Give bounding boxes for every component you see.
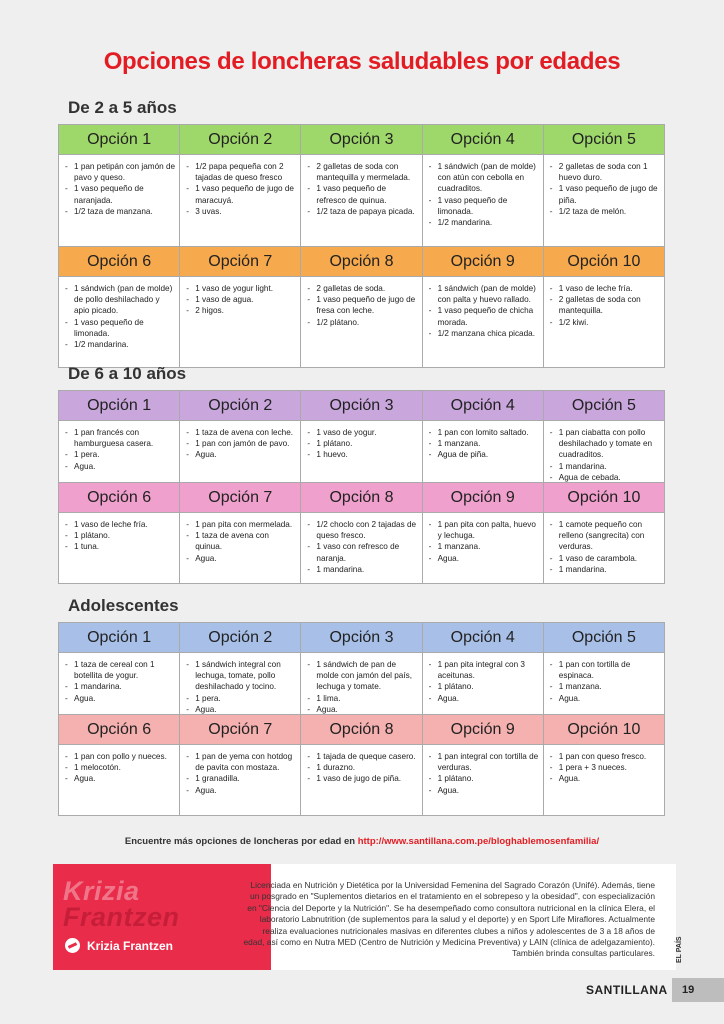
footnote-text: Encuentre más opciones de loncheras por edad en bbox=[124, 836, 358, 847]
option-item: - 1 plátano. bbox=[429, 681, 539, 692]
author-name: Krizia Frantzen bbox=[87, 938, 174, 953]
option-item-list bbox=[307, 283, 417, 328]
option-item: - 1 pan pita con palta, huevo y lechuga. bbox=[429, 519, 539, 541]
option-item: - Agua. bbox=[186, 704, 296, 714]
option-item: - 1/2 kiwi. bbox=[550, 317, 660, 328]
option-item: - 1 huevo. bbox=[307, 449, 417, 460]
option-body bbox=[423, 276, 544, 368]
option-item-list bbox=[65, 427, 175, 472]
option-item: - 1 vaso de yogur. bbox=[307, 427, 417, 438]
option-item: - 1 sándwich de pan de molde con jamón del país, lechuga y tomate. bbox=[307, 659, 417, 693]
footnote-link[interactable]: http://www.santillana.com.pe/bloghablemosenfamilia/ bbox=[357, 836, 600, 847]
option-header: Opción 4 bbox=[423, 622, 544, 652]
option-item-list bbox=[186, 519, 296, 564]
option-item: - 1 pan con tortilla de espinaca. bbox=[550, 659, 660, 681]
option-item-list bbox=[186, 161, 296, 217]
table-adolescentes bbox=[58, 622, 665, 816]
option-item: - 1 tuna. bbox=[65, 541, 175, 552]
option-item-list bbox=[307, 519, 417, 575]
option-body bbox=[301, 512, 422, 584]
option-item: - Agua. bbox=[429, 785, 539, 796]
option-item: - 1 mandarina. bbox=[550, 461, 660, 472]
option-header: Opción 9 bbox=[423, 714, 544, 744]
option-item-list bbox=[307, 659, 417, 714]
option-item: - 1 vaso de leche fría. bbox=[550, 283, 660, 294]
option-item: - 1/2 plátano. bbox=[307, 317, 417, 328]
option-item: - 1 vaso de carambola. bbox=[550, 553, 660, 564]
option-item: - 1 vaso pequeño de jugo de fresa con leche. bbox=[307, 294, 417, 316]
option-item: - 1 mandarina. bbox=[550, 564, 660, 575]
option-header: Opción 6 bbox=[59, 714, 180, 744]
option-item-list bbox=[429, 659, 539, 704]
option-item: - 1 melocotón. bbox=[65, 762, 175, 773]
option-item: - 1/2 choclo con 2 tajadas de queso fresco. bbox=[307, 519, 417, 541]
option-body bbox=[423, 154, 544, 246]
option-item-list bbox=[550, 161, 660, 217]
option-item: - 1 pan francés con hamburguesa casera. bbox=[65, 427, 175, 449]
option-header: Opción 4 bbox=[423, 390, 544, 420]
option-header: Opción 2 bbox=[180, 124, 301, 154]
option-item: - Agua. bbox=[65, 773, 175, 784]
option-item: - 1 pan con pollo y nueces. bbox=[65, 751, 175, 762]
option-body bbox=[180, 420, 301, 482]
option-item: - 1 plátano. bbox=[65, 530, 175, 541]
option-body bbox=[59, 744, 180, 816]
option-header: Opción 5 bbox=[544, 622, 665, 652]
option-item: - 1 vaso pequeño de chicha morada. bbox=[429, 305, 539, 327]
option-body bbox=[59, 652, 180, 714]
option-item: - Agua. bbox=[429, 693, 539, 704]
option-item: - 1 granadilla. bbox=[186, 773, 296, 784]
option-item: - 1 pera. bbox=[186, 693, 296, 704]
option-item-list bbox=[550, 283, 660, 328]
option-item-list bbox=[65, 519, 175, 553]
option-body bbox=[544, 276, 665, 368]
option-item: - 1/2 taza de manzana. bbox=[65, 206, 175, 217]
option-item: - Agua de cebada. bbox=[550, 472, 660, 482]
option-item: - 1 pan de yema con hotdog de pavita con mostaza. bbox=[186, 751, 296, 773]
option-item-list bbox=[65, 283, 175, 350]
option-item-list bbox=[65, 659, 175, 704]
section-title-6-10: De 6 a 10 años bbox=[68, 364, 187, 383]
option-item: - Agua. bbox=[550, 693, 660, 704]
option-item: - 1 vaso pequeño de limonada. bbox=[65, 317, 175, 339]
option-header: Opción 7 bbox=[180, 246, 301, 276]
option-item: - 3 uvas. bbox=[186, 206, 296, 217]
option-item: - 1 pan con queso fresco. bbox=[550, 751, 660, 762]
option-item: - 1 vaso de yogur light. bbox=[186, 283, 296, 294]
option-item: - 1 camote pequeño con relleno (sangrecita) con verduras. bbox=[550, 519, 660, 553]
option-header: Opción 10 bbox=[544, 714, 665, 744]
option-header: Opción 1 bbox=[59, 390, 180, 420]
option-item: - 1 pan petipán con jamón de pavo y queso. bbox=[65, 161, 175, 183]
option-header: Opción 5 bbox=[544, 390, 665, 420]
option-item-list bbox=[186, 751, 296, 796]
option-body bbox=[180, 512, 301, 584]
option-header: Opción 9 bbox=[423, 246, 544, 276]
option-item: - 1/2 taza de melón. bbox=[550, 206, 660, 217]
option-item: - 2 higos. bbox=[186, 305, 296, 316]
option-item: - 1 taza de avena con leche. bbox=[186, 427, 296, 438]
author-watermark-first: Krizia bbox=[63, 876, 140, 906]
option-item: - 1 manzana. bbox=[550, 681, 660, 692]
table-6-10 bbox=[58, 390, 665, 584]
option-item: - 1 mandarina. bbox=[307, 564, 417, 575]
option-header: Opción 3 bbox=[301, 390, 422, 420]
option-item-list bbox=[550, 751, 660, 785]
option-body bbox=[180, 744, 301, 816]
option-item: - 1 vaso pequeño de limonada. bbox=[429, 195, 539, 217]
option-item: - 2 galletas de soda con mantequilla. bbox=[550, 294, 660, 316]
option-item-list bbox=[429, 161, 539, 228]
page-number: 19 bbox=[672, 978, 724, 1002]
option-item: - 1/2 manzana chica picada. bbox=[429, 328, 539, 339]
option-header: Opción 6 bbox=[59, 246, 180, 276]
option-item-list bbox=[186, 659, 296, 714]
option-header: Opción 1 bbox=[59, 124, 180, 154]
option-header: Opción 9 bbox=[423, 482, 544, 512]
option-item: - 1 taza de avena con quinua. bbox=[186, 530, 296, 552]
option-item-list bbox=[65, 751, 175, 785]
option-item: - 1 vaso pequeño de jugo de piña. bbox=[550, 183, 660, 205]
option-body bbox=[59, 154, 180, 246]
option-item: - Agua. bbox=[186, 449, 296, 460]
option-header: Opción 7 bbox=[180, 482, 301, 512]
option-header: Opción 10 bbox=[544, 246, 665, 276]
option-body bbox=[180, 154, 301, 246]
option-header: Opción 1 bbox=[59, 622, 180, 652]
option-item: - 2 galletas de soda. bbox=[307, 283, 417, 294]
option-item-list bbox=[429, 519, 539, 564]
option-item: - 1 sándwich (pan de molde) con atún con cebolla en cuadraditos. bbox=[429, 161, 539, 195]
option-body bbox=[423, 420, 544, 482]
option-item: - 1/2 mandarina. bbox=[429, 217, 539, 228]
option-item: - 1 tajada de queque casero. bbox=[307, 751, 417, 762]
option-body bbox=[180, 652, 301, 714]
option-item: - 1 mandarina. bbox=[65, 681, 175, 692]
option-item-list bbox=[550, 427, 660, 482]
option-item: - 1 vaso pequeño de jugo de maracuyá. bbox=[186, 183, 296, 205]
option-item-list bbox=[307, 427, 417, 461]
option-item: - 1 pan ciabatta con pollo deshilachado y tomate en cuadraditos. bbox=[550, 427, 660, 461]
option-body bbox=[301, 744, 422, 816]
option-item: - 1 sándwich (pan de molde) con palta y huevo rallado. bbox=[429, 283, 539, 305]
option-item: - Agua. bbox=[186, 553, 296, 564]
option-header: Opción 3 bbox=[301, 124, 422, 154]
option-item: - 1 pan con jamón de pavo. bbox=[186, 438, 296, 449]
option-item: - 1 pan pita con mermelada. bbox=[186, 519, 296, 530]
option-item: - 2 galletas de soda con mantequilla y mermelada. bbox=[307, 161, 417, 183]
option-header: Opción 4 bbox=[423, 124, 544, 154]
option-item: - 1 manzana. bbox=[429, 438, 539, 449]
option-item: - 1 vaso de agua. bbox=[186, 294, 296, 305]
option-header: Opción 8 bbox=[301, 246, 422, 276]
option-item: - 1 vaso de leche fría. bbox=[65, 519, 175, 530]
option-body bbox=[423, 652, 544, 714]
option-item: - 1 pan integral con tortilla de verduras. bbox=[429, 751, 539, 773]
option-item: - 1 vaso pequeño de naranjada. bbox=[65, 183, 175, 205]
option-item: - 1 manzana. bbox=[429, 541, 539, 552]
author-box bbox=[53, 864, 676, 970]
option-item: - Agua. bbox=[429, 553, 539, 564]
option-item: - 1 vaso de jugo de piña. bbox=[307, 773, 417, 784]
option-item: - 1 lima. bbox=[307, 693, 417, 704]
section-title-2-5: De 2 a 5 años bbox=[68, 98, 177, 117]
option-body bbox=[423, 512, 544, 584]
option-header: Opción 6 bbox=[59, 482, 180, 512]
option-body bbox=[544, 512, 665, 584]
option-item: - 1/2 papa pequeña con 2 tajadas de queso fresco bbox=[186, 161, 296, 183]
option-item: - Agua. bbox=[550, 773, 660, 784]
option-item-list bbox=[65, 161, 175, 217]
option-item: - 1 plátano. bbox=[429, 773, 539, 784]
table-2-5 bbox=[58, 124, 665, 368]
option-item: - 1/2 taza de papaya picada. bbox=[307, 206, 417, 217]
option-item: - Agua de piña. bbox=[429, 449, 539, 460]
side-tag: EL PAÍS bbox=[676, 936, 683, 964]
option-item-list bbox=[307, 751, 417, 785]
option-body bbox=[180, 276, 301, 368]
option-body bbox=[544, 154, 665, 246]
option-item: - 1 sándwich (pan de molde) de pollo deshilachado y apio picado. bbox=[65, 283, 175, 317]
option-item: - 1 vaso pequeño de refresco de quinua. bbox=[307, 183, 417, 205]
option-item-list bbox=[429, 427, 539, 461]
option-item: - Agua. bbox=[186, 785, 296, 796]
option-header: Opción 10 bbox=[544, 482, 665, 512]
option-body bbox=[544, 420, 665, 482]
option-body bbox=[544, 652, 665, 714]
author-banner bbox=[53, 864, 271, 970]
author-logo-icon bbox=[65, 938, 80, 953]
option-header: Opción 3 bbox=[301, 622, 422, 652]
option-item: - 2 galletas de soda con 1 huevo duro. bbox=[550, 161, 660, 183]
option-body bbox=[301, 652, 422, 714]
option-item: - 1 sándwich integral con lechuga, tomate, pollo deshilachado y tocino. bbox=[186, 659, 296, 693]
option-item: - Agua. bbox=[65, 461, 175, 472]
section-title-adolescentes: Adolescentes bbox=[68, 596, 179, 615]
brand-name: SANTILLANA bbox=[586, 983, 668, 997]
option-body bbox=[301, 154, 422, 246]
option-header: Opción 2 bbox=[180, 622, 301, 652]
option-body bbox=[544, 744, 665, 816]
option-header: Opción 8 bbox=[301, 482, 422, 512]
option-body bbox=[59, 512, 180, 584]
option-item: - Agua. bbox=[65, 693, 175, 704]
option-item: - 1/2 mandarina. bbox=[65, 339, 175, 350]
option-item: - 1 pan con lomito saltado. bbox=[429, 427, 539, 438]
page-title: Opciones de loncheras saludables por edades bbox=[103, 48, 621, 75]
option-item: - 1 pera. bbox=[65, 449, 175, 460]
option-body bbox=[301, 420, 422, 482]
author-watermark-last: Frantzen bbox=[63, 902, 180, 932]
option-body bbox=[59, 276, 180, 368]
option-body bbox=[423, 744, 544, 816]
option-item: - 1 durazno. bbox=[307, 762, 417, 773]
option-item-list bbox=[429, 283, 539, 339]
option-item: - 1 plátano. bbox=[307, 438, 417, 449]
option-body bbox=[59, 420, 180, 482]
option-item: - 1 taza de cereal con 1 botellita de yogur. bbox=[65, 659, 175, 681]
option-item: - Agua. bbox=[307, 704, 417, 714]
option-header: Opción 2 bbox=[180, 390, 301, 420]
option-item-list bbox=[186, 283, 296, 317]
option-header: Opción 5 bbox=[544, 124, 665, 154]
option-header: Opción 8 bbox=[301, 714, 422, 744]
option-item-list bbox=[550, 519, 660, 575]
option-item: - 1 pera + 3 nueces. bbox=[550, 762, 660, 773]
option-body bbox=[301, 276, 422, 368]
option-item: - 1 vaso con refresco de naranja. bbox=[307, 541, 417, 563]
option-item-list bbox=[550, 659, 660, 704]
option-header: Opción 7 bbox=[180, 714, 301, 744]
option-item-list bbox=[307, 161, 417, 217]
footnote bbox=[0, 836, 724, 847]
author-name-row bbox=[65, 938, 173, 953]
option-item-list bbox=[429, 751, 539, 796]
option-item: - 1 pan pita integral con 3 aceitunas. bbox=[429, 659, 539, 681]
author-bio: Licenciada en Nutrición y Dietética por la Universidad Femenina del Sagrado Corazón (Unifé). Además, tiene un posgrado en "Suplementos dietarios en el tratamiento en el sobrepeso y la obesidad", con especialización en "Ciencia del Deporte y la Nutrición". Se ha desempeñado como consultora nutricional en la clínica Elera, el laboratorio Labnutrition (de suplementos para la salud y el deporte) y en Sport Life Miraflores. Actualmente realiza evaluaciones nutricionales masivas en diferentes clubes a niños y adolescentes de 3 a 18 años de edad, así como en Nutra MED (Centro de Nutrición y Medicina Preventiva) y LAIN (clínica de adelgazamiento). También brinda consultas particulares. bbox=[243, 880, 655, 959]
option-item-list bbox=[186, 427, 296, 461]
